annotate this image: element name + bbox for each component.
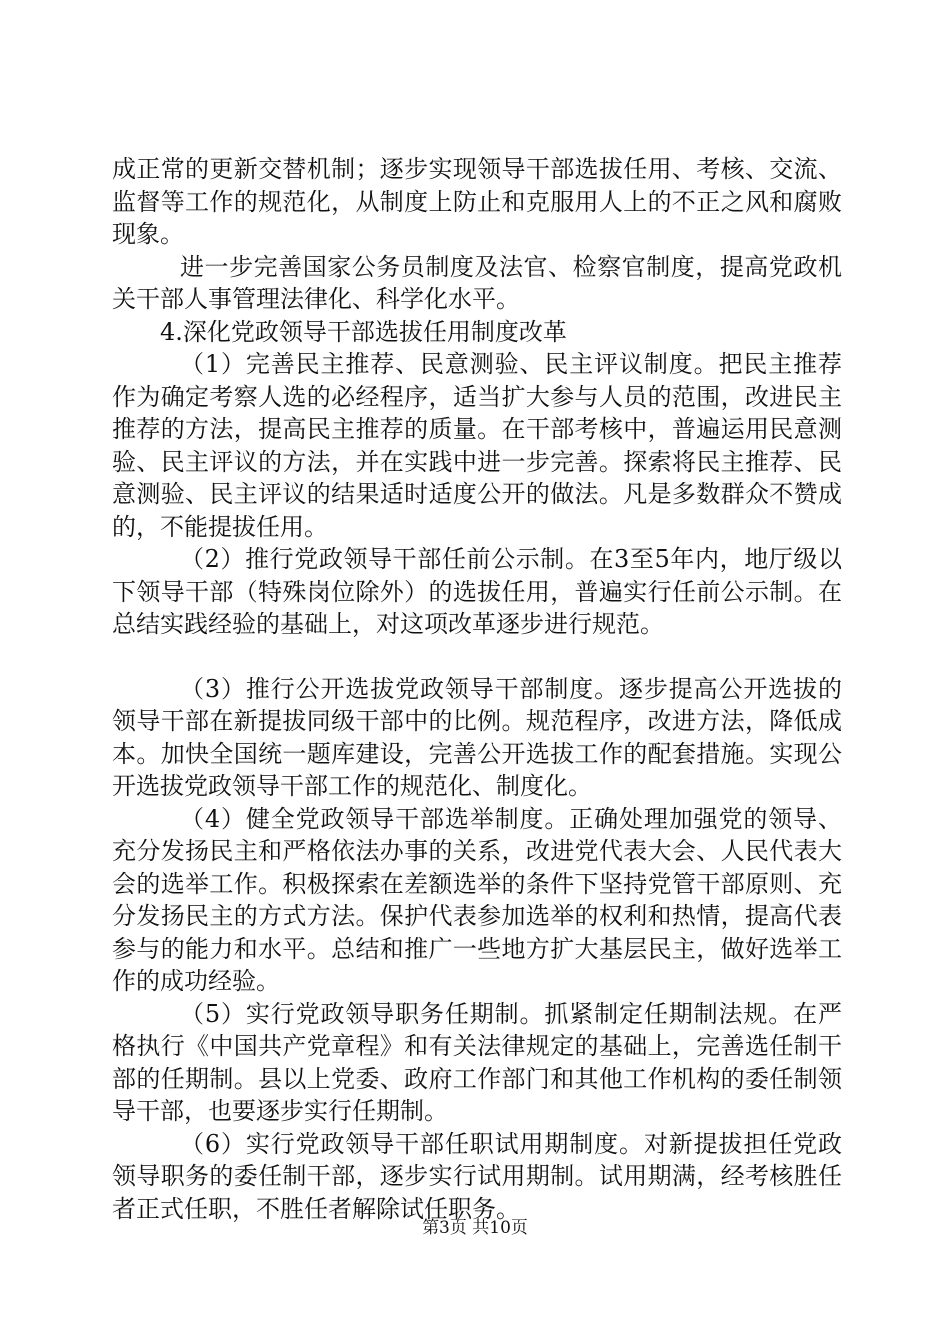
paragraph-civil-servant-system: 进一步完善国家公务员制度及法官、检察官制度，提高党政机关干部人事管理法律化、科学化水平。 (112, 252, 842, 313)
document-body (112, 153, 842, 1225)
paragraph-item-1: （1）完善民主推荐、民意测验、民主评议制度。把民主推荐作为确定考察人选的必经程序，适当扩大参与人员的范围，改进民主推荐的方法，提高民主推荐的质量。在干部考核中，普遍运用民意测验、民主评议的方法，并在实践中进一步完善。探索将民主推荐、民意测验、民主评议的结果适时适度公开的做法。凡是多数群众不赞成的，不能提拔任用。 (112, 350, 842, 541)
paragraph-item-2: （2）推行党政领导干部任前公示制。在3至5年内，地厅级以下领导干部（特殊岗位除外）的选拔任用，普遍实行任前公示制。在总结实践经验的基础上，对这项改革逐步进行规范。 (112, 545, 842, 638)
section-heading: 4.深化党政领导干部选拔任用制度改革 (160, 317, 567, 346)
paragraph-item-4: （4）健全党政领导干部选举制度。正确处理加强党的领导、充分发扬民主和严格依法办事的关系，改进党代表大会、人民代表大会的选举工作。积极探索在差额选举的条件下坚持党管干部原则、充分发扬民主的方式方法。保护代表参加选举的权利和热情，提高代表参与的能力和水平。总结和推广一些地方扩大基层民主，做好选举工作的成功经验。 (112, 804, 842, 995)
paragraph-spacer (112, 641, 842, 673)
page-number-footer: 第3页 共10页 (422, 1218, 528, 1238)
paragraph-item-3: （3）推行公开选拔党政领导干部制度。逐步提高公开选拔的领导干部在新提拔同级干部中的比例。规范程序，改进方法，降低成本。加快全国统一题库建设，完善公开选拔工作的配套措施。实现公开选拔党政领导干部工作的规范化、制度化。 (112, 674, 842, 800)
paragraph-continuation: 成正常的更新交替机制；逐步实现领导干部选拔任用、考核、交流、监督等工作的规范化，从制度上防止和克服用人上的不正之风和腐败现象。 (112, 155, 842, 248)
paragraph-item-6: （6）实行党政领导干部任职试用期制度。对新提拔担任党政领导职务的委任制干部，逐步实行试用期制。试用期满，经考核胜任者正式任职，不胜任者解除试任职务。 (112, 1129, 842, 1223)
paragraph-item-5: （5）实行党政领导职务任期制。抓紧制定任期制法规。在严格执行《中国共产党章程》和有关法律规定的基础上，完善选任制干部的任期制。县以上党委、政府工作部门和其他工作机构的委任制领导干部，也要逐步实行任期制。 (112, 999, 842, 1125)
